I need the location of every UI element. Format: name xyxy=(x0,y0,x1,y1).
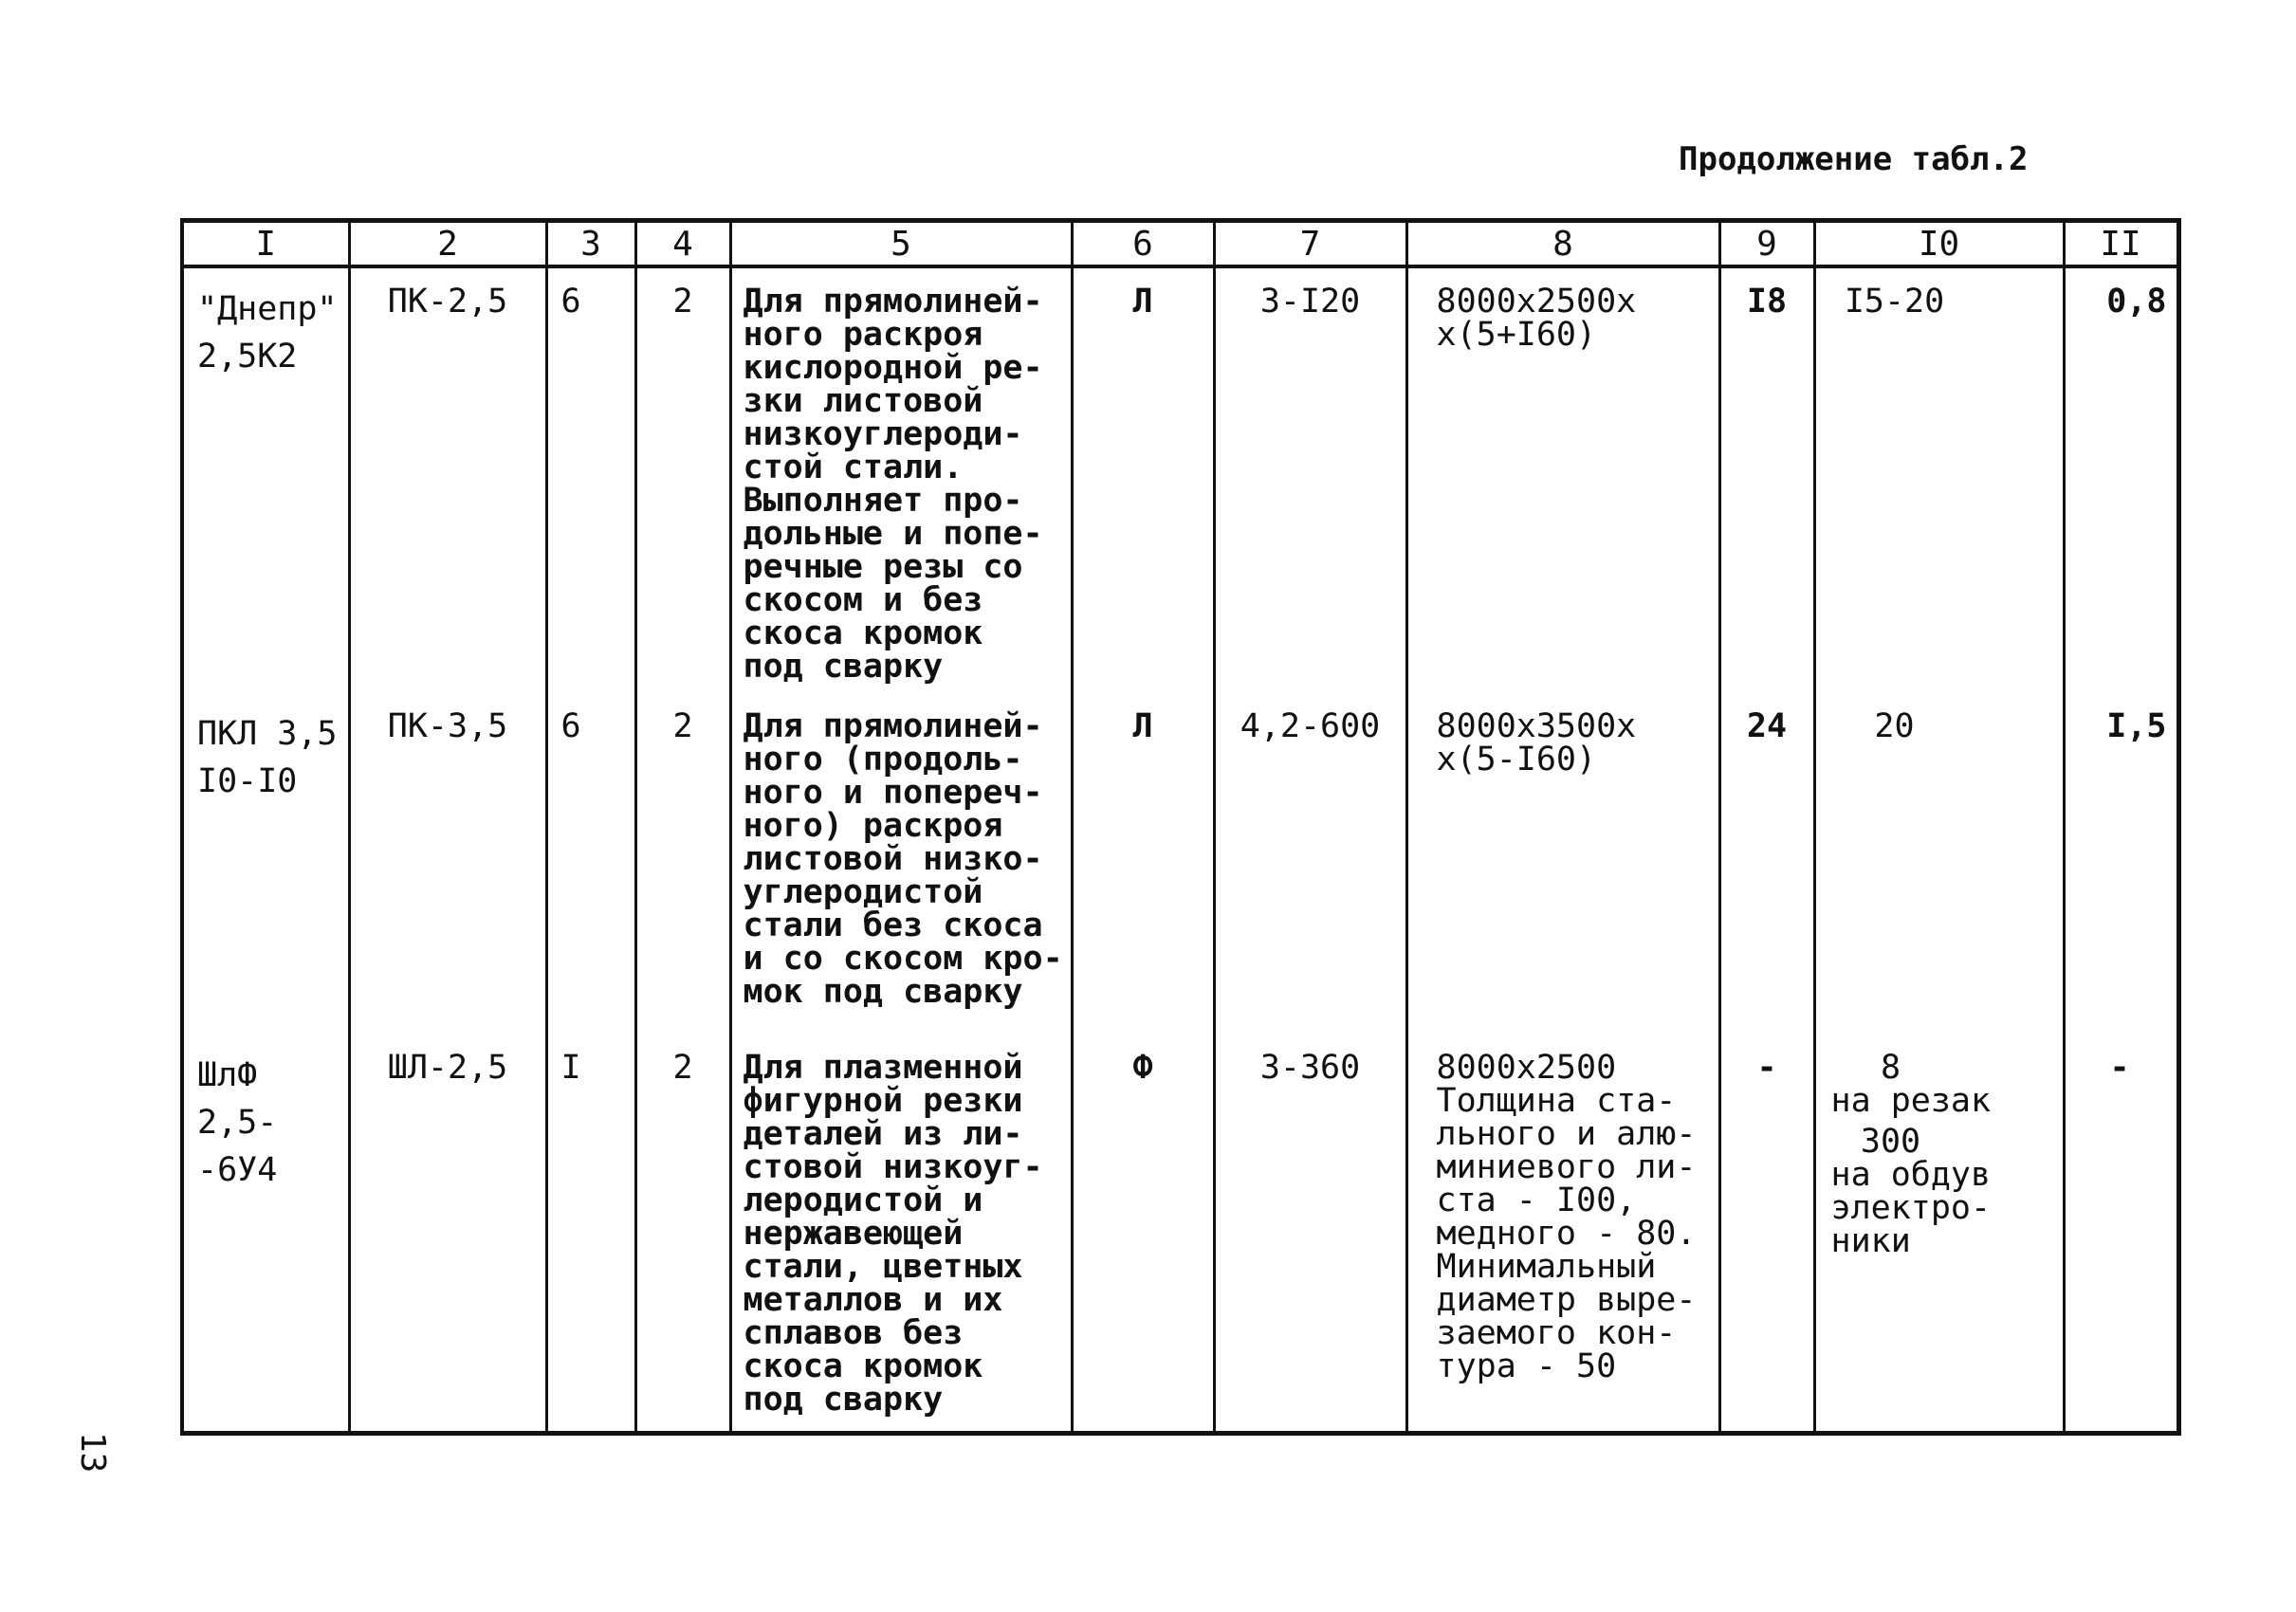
cell: 8000x3500x x(5-I60) xyxy=(1406,703,1719,1044)
column-header: 6 xyxy=(1072,221,1214,267)
cell xyxy=(1814,1044,2064,1433)
cell: 6 xyxy=(546,703,635,1044)
column-header: I xyxy=(182,221,349,267)
machine-model-cell: ШлФ 2,5- -6У4 xyxy=(182,1044,349,1433)
column-header: 7 xyxy=(1214,221,1406,267)
cell: I8 xyxy=(1719,266,1814,703)
cell: 8000x2500x x(5+I60) xyxy=(1406,266,1719,703)
cell: 20 xyxy=(1814,703,2064,1044)
value: 8 xyxy=(1880,1049,1901,1087)
machine-model-cell: "Днепр" 2,5К2 xyxy=(182,266,349,703)
cell: I,5 xyxy=(2064,703,2178,1044)
column-header: 9 xyxy=(1719,221,1814,267)
column-header: I0 xyxy=(1814,221,2064,267)
cell: 24 xyxy=(1719,703,1814,1044)
description-cell: Для прямолиней- ного раскроя кислородной ре- зки листовой низкоуглероди- стой стали. Выполняет про- дольные и попе- речные резы со скосом и без скоса кромок под сварку xyxy=(730,266,1072,703)
value: 300 xyxy=(1860,1123,1921,1161)
description-cell: Для плазменной фигурной резки деталей из ли- стовой низкоуг- леродистой и нержавеющей стали, цветных металлов и их сплавов без скоса кромок под сварку xyxy=(730,1044,1072,1433)
cell: 3-I20 xyxy=(1214,266,1406,703)
cell: 6 xyxy=(546,266,635,703)
machine-model-cell: ПКЛ 3,5 I0-I0 xyxy=(182,703,349,1044)
cell: 3-360 xyxy=(1214,1044,1406,1433)
table-row xyxy=(182,1044,2178,1433)
cell: ШЛ-2,5 xyxy=(349,1044,546,1433)
table-row xyxy=(182,266,2178,703)
cell: 4,2-600 xyxy=(1214,703,1406,1044)
column-header: 5 xyxy=(730,221,1072,267)
column-header: 3 xyxy=(546,221,635,267)
value-note: ники xyxy=(1830,1222,1911,1260)
cell xyxy=(2064,1044,2178,1433)
cell: 2 xyxy=(635,703,730,1044)
cell: ПК-2,5 xyxy=(349,266,546,703)
column-header: 4 xyxy=(635,221,730,267)
column-header: 8 xyxy=(1406,221,1719,267)
column-header: 2 xyxy=(349,221,546,267)
value-note: на резак xyxy=(1830,1082,1992,1120)
cell: I5-20 xyxy=(1814,266,2064,703)
cell: Л xyxy=(1072,266,1214,703)
value-note: на обдув xyxy=(1830,1156,1992,1194)
value-note: электро- xyxy=(1830,1189,1992,1227)
cell: 8000x2500 Толщина ста- льного и алю- миниевого ли- ста - I00, медного - 80. Минимальный диаметр выре- заемого кон- тура - 50 xyxy=(1406,1044,1719,1433)
header-row xyxy=(182,221,2178,267)
cell: Л xyxy=(1072,703,1214,1044)
table-row xyxy=(182,703,2178,1044)
dash: - xyxy=(2109,1049,2130,1087)
column-header: II xyxy=(2064,221,2178,267)
dash: - xyxy=(1756,1049,1777,1087)
cell: I xyxy=(546,1044,635,1433)
cell: 2 xyxy=(635,266,730,703)
cell: 0,8 xyxy=(2064,266,2178,703)
continuation-title: Продолжение табл.2 xyxy=(1679,140,2029,178)
description-cell: Для прямолиней- ного (продоль- ного и попереч- ного) раскроя листовой низко- углеродистой стали без скоса и со скосом кро- мок под сварку xyxy=(730,703,1072,1044)
cell xyxy=(1719,1044,1814,1433)
cell: ПК-3,5 xyxy=(349,703,546,1044)
cell: 2 xyxy=(635,1044,730,1433)
page-number: 13 xyxy=(73,1432,112,1474)
equipment-table xyxy=(180,218,2181,1436)
cell: Ф xyxy=(1072,1044,1214,1433)
